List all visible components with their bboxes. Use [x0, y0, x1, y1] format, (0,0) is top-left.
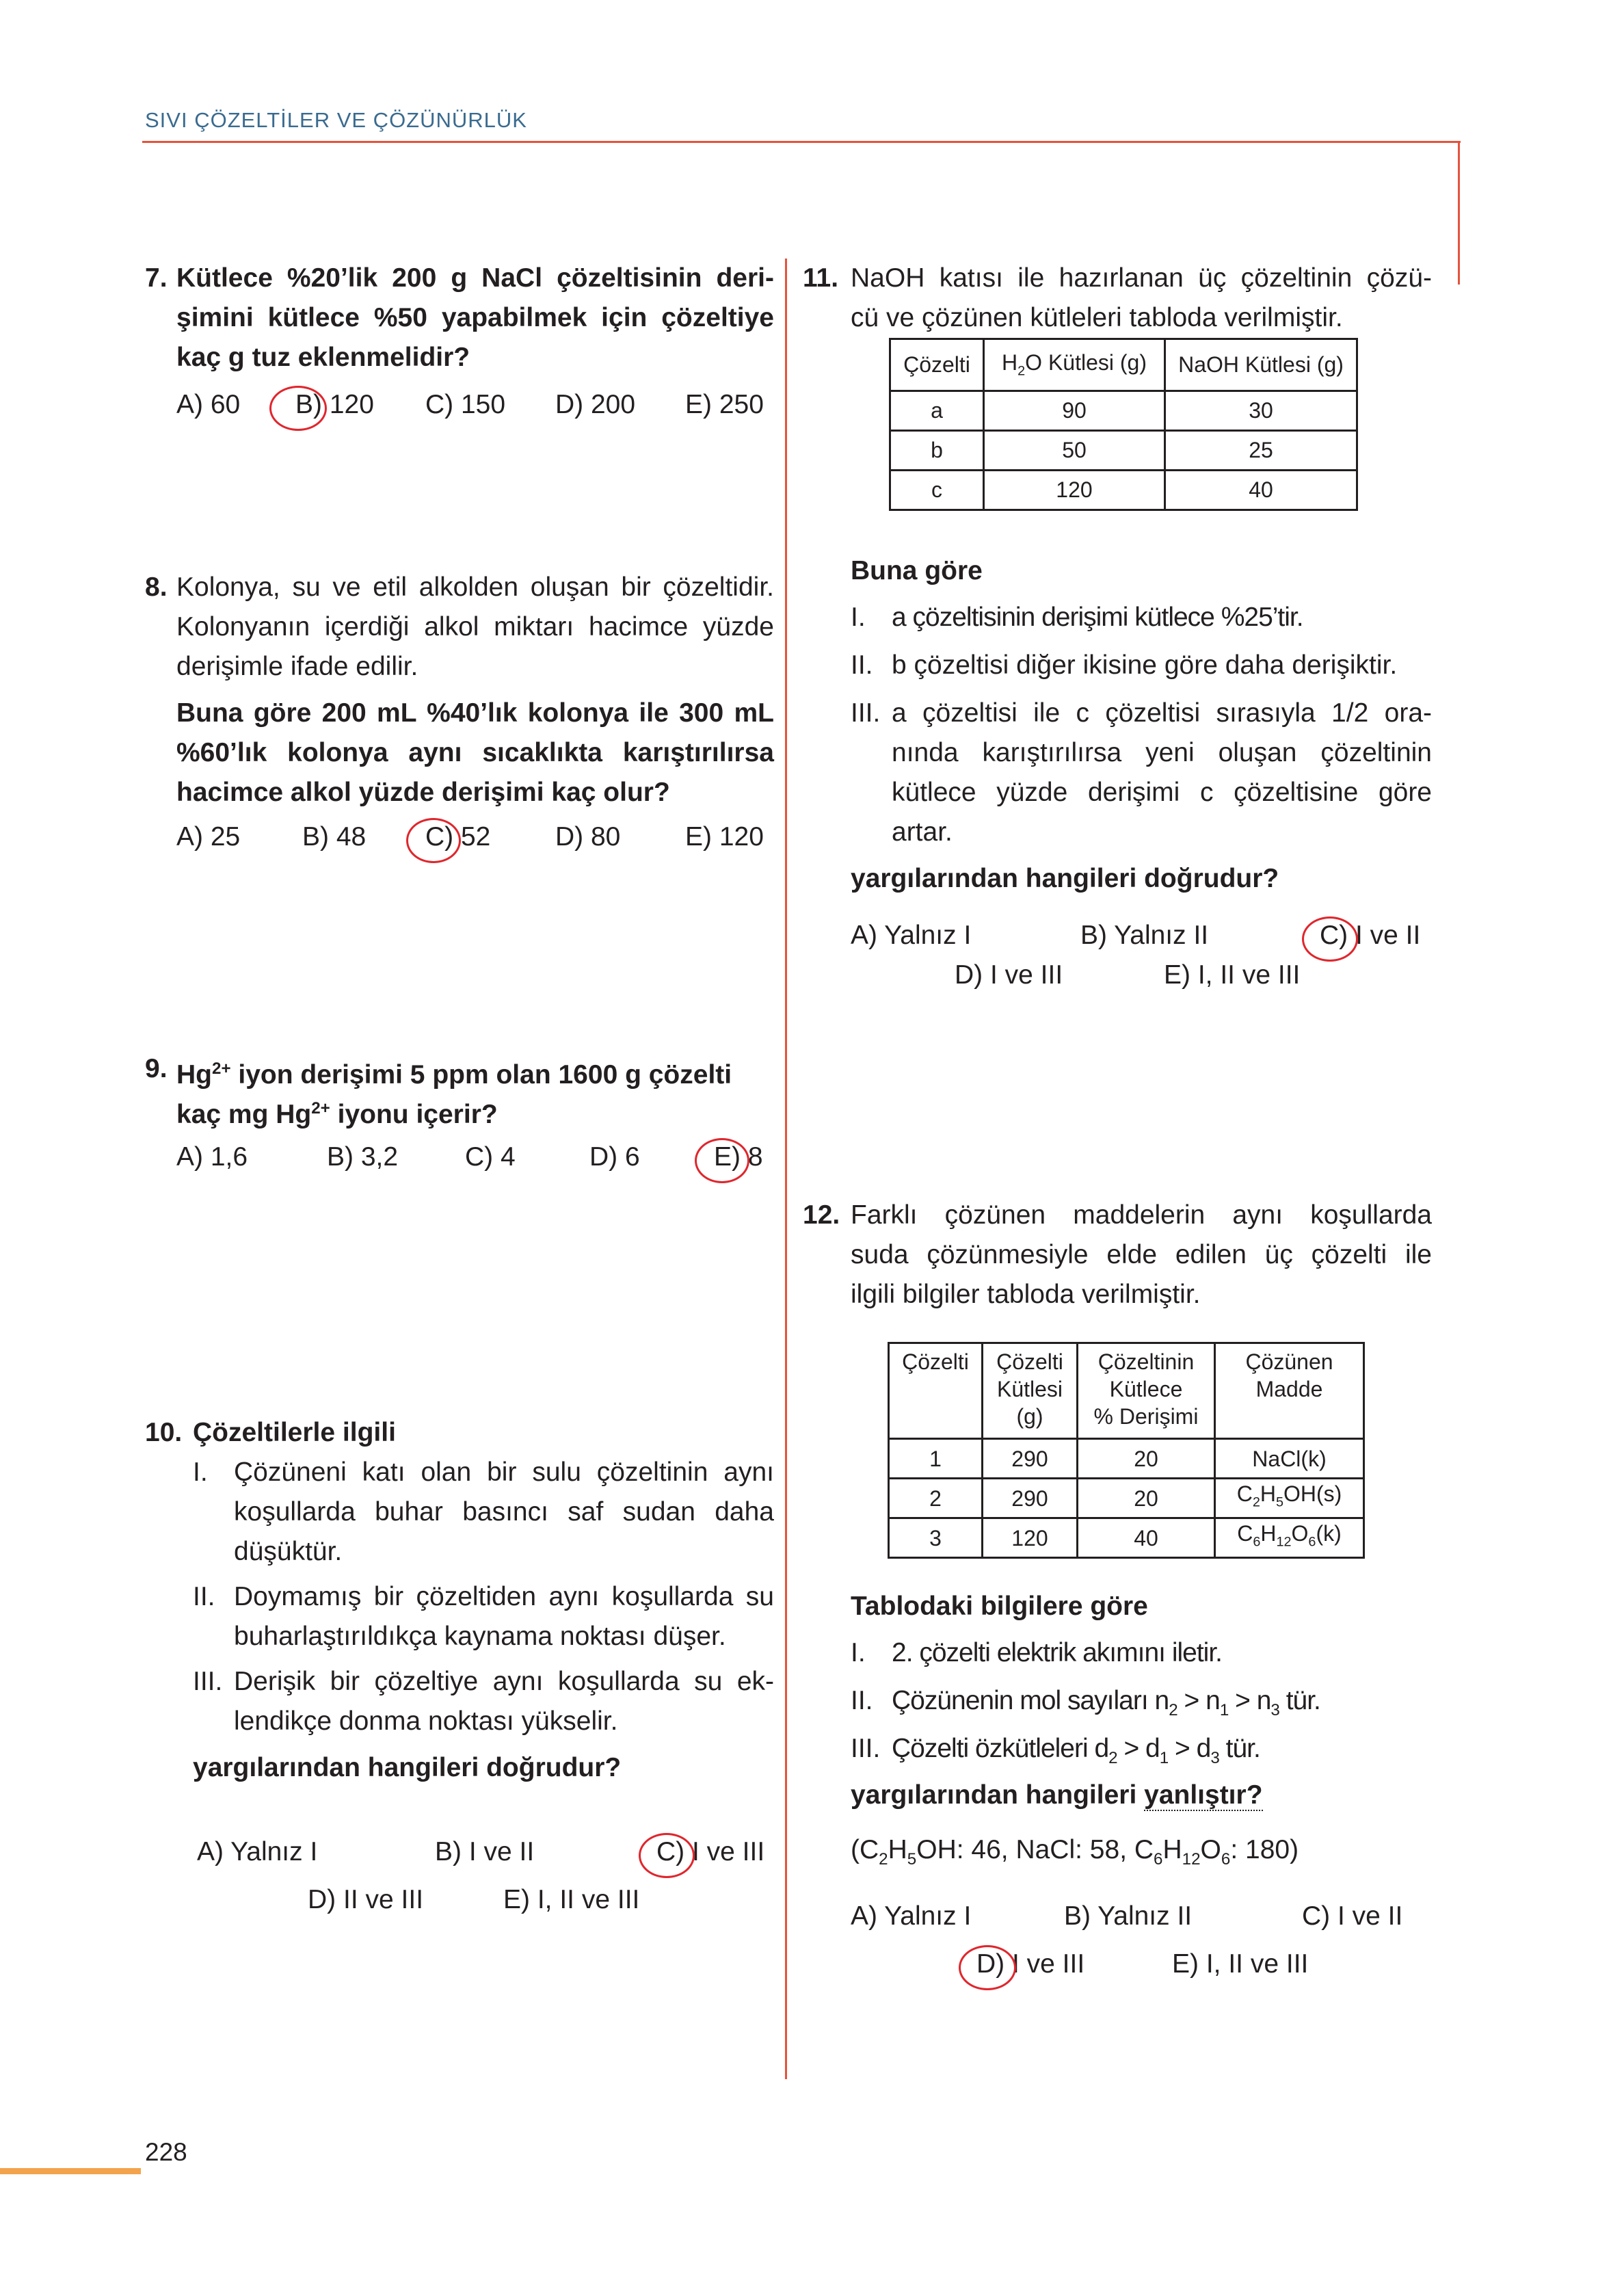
table-cell: 120	[984, 471, 1165, 510]
statements-intro: Buna göre	[851, 556, 983, 585]
option-a[interactable]: A) Yalnız I	[851, 1901, 972, 1931]
question-prompt: yargılarından hangileri doğrudur?	[851, 864, 1279, 893]
table-cell: 3	[889, 1518, 983, 1558]
table-cell: 25	[1165, 431, 1357, 471]
table-cell: b	[890, 431, 984, 471]
question-10	[145, 1413, 774, 1803]
header-corner-line	[1458, 141, 1460, 285]
answer-circle	[695, 1138, 749, 1183]
statement-text: b çözeltisi diğer ikisine göre daha derişiktir.	[892, 650, 1398, 680]
table-header: Çözelti Kütlesi (g)	[983, 1343, 1078, 1439]
option-c[interactable]: C) 150	[425, 390, 506, 419]
statement-text: nında karıştırılırsa yeni oluşan çözeltinin	[892, 738, 1432, 767]
question-prompt: %60’lık kolonya aynı sıcaklıkta karıştırılırsa	[176, 738, 774, 767]
table-cell: c	[890, 471, 984, 510]
question-text: suda çözünmesiyle elde edilen üç çözelti ile	[851, 1240, 1432, 1269]
option-e[interactable]: E) 250	[685, 390, 764, 419]
page-number-bar	[0, 2168, 141, 2174]
table-header: Çözelti	[889, 1343, 983, 1439]
table-row	[889, 1439, 1364, 1479]
question-11-statements	[851, 551, 1432, 907]
answer-circle	[406, 818, 461, 863]
question-text: $Hg^{2+}$ iyon derişimi 5 ppm olan 1600 g çözelti	[176, 1059, 732, 1090]
statements-intro: Tablodaki bilgilere göre	[851, 1592, 1148, 1621]
question-12-statements	[851, 1587, 1432, 1895]
molar-masses: ($C_2H_5OH$: 46, NaCl: 58, $C_6H_{12}O_6$: 180)	[851, 1835, 1299, 1869]
table-header: Çözeltinin Kütlece % Derişimi	[1078, 1343, 1215, 1439]
statement-text: lendikçe donma noktası yükselir.	[234, 1706, 618, 1736]
statement-text: Çözelti özkütleleri $d_2 > d_1 > d_3$ tür.	[892, 1734, 1260, 1767]
question-11	[803, 259, 1432, 341]
question-text: Kütlece %20’lik 200 g NaCl çözeltisinin deri-	[176, 263, 774, 293]
question-number: 9.	[145, 1054, 168, 1083]
statement-text: koşullarda buhar basıncı saf sudan daha	[234, 1497, 774, 1527]
statement-text: buharlaştırıldıkça kaynama noktası düşer.	[234, 1622, 726, 1651]
page-header-title: SIVI ÇÖZELTİLER VE ÇÖZÜNÜRLÜK	[145, 108, 527, 132]
item-roman: III.	[193, 1667, 223, 1696]
item-roman: II.	[851, 650, 873, 680]
option-e[interactable]: E) 120	[685, 822, 764, 852]
option-a[interactable]: A) Yalnız I	[851, 921, 972, 950]
question-prompt: yargılarından hangileri doğrudur?	[193, 1753, 622, 1782]
question-text: cü ve çözünen kütleleri tabloda verilmiştir.	[851, 303, 1343, 332]
statement-text: artar.	[892, 817, 953, 847]
question-text: ilgili bilgiler tabloda verilmiştir.	[851, 1280, 1201, 1309]
table-cell: 40	[1165, 471, 1357, 510]
table-cell: 20	[1078, 1479, 1215, 1518]
column-divider	[785, 259, 787, 2079]
table-cell: 30	[1165, 391, 1357, 431]
option-d[interactable]: D) 80	[555, 822, 621, 852]
table-row	[889, 1479, 1364, 1518]
table-cell: 90	[984, 391, 1165, 431]
table-cell: 40	[1078, 1518, 1215, 1558]
table-row	[890, 471, 1357, 510]
table-cell: 20	[1078, 1439, 1215, 1479]
question-number: 8.	[145, 572, 168, 602]
option-a[interactable]: A) 60	[176, 390, 241, 419]
table-header: Çözünen Madde	[1215, 1343, 1364, 1439]
option-c[interactable]: C) 4	[465, 1142, 516, 1172]
answer-circle	[269, 386, 327, 431]
table-cell: NaCl(k)	[1215, 1439, 1364, 1479]
question-number: 7.	[145, 263, 168, 293]
question-prompt: Buna göre 200 mL %40’lık kolonya ile 300 mL	[176, 698, 774, 728]
question-number: 12.	[803, 1200, 840, 1230]
option-b[interactable]: B) Yalnız II	[1080, 921, 1209, 950]
item-roman: III.	[851, 698, 881, 728]
item-roman: II.	[851, 1686, 873, 1715]
option-d[interactable]: D) II ve III	[308, 1885, 424, 1914]
item-roman: I.	[851, 603, 866, 632]
option-c[interactable]: C) 52	[425, 822, 491, 852]
item-roman: I.	[851, 1638, 866, 1667]
header-divider	[142, 141, 1461, 143]
option-b[interactable]: B) 120	[295, 390, 374, 419]
item-roman: I.	[193, 1457, 208, 1487]
statement-text: Doymamış bir çözeltiden aynı koşullarda su	[234, 1582, 774, 1611]
question-text: NaOH katısı ile hazırlanan üç çözeltinin çözü-	[851, 263, 1432, 293]
question-number: 10.	[145, 1418, 183, 1447]
table-cell: 2	[889, 1479, 983, 1518]
question-text: Kolonyanın içerdiği alkol miktarı hacimce yüzde	[176, 612, 774, 642]
statement-text: düşüktür.	[234, 1537, 343, 1566]
question-text: kaç g tuz eklenmelidir?	[176, 343, 470, 372]
option-a[interactable]: A) 1,6	[176, 1142, 248, 1172]
option-b[interactable]: B) 3,2	[327, 1142, 399, 1172]
option-c[interactable]: C) I ve II	[1320, 921, 1421, 950]
item-roman: II.	[193, 1582, 215, 1611]
question-prompt: yargılarından hangileri yanlıştır?	[851, 1780, 1263, 1810]
table-cell: 120	[983, 1518, 1078, 1558]
answer-circle	[959, 1945, 1016, 1990]
option-e[interactable]: E) I, II ve III	[1164, 960, 1301, 990]
table-header: $H_2O$ Kütlesi (g)	[984, 339, 1165, 391]
statement-text: a çözeltisinin derişimi kütlece %25’tir.	[892, 603, 1303, 632]
question-9	[145, 1049, 774, 1138]
option-a[interactable]: A) Yalnız I	[197, 1837, 318, 1866]
statement-text: Çözünenin mol sayıları $n_2 > n_1 > n_3$ tür.	[892, 1686, 1320, 1719]
data-table	[888, 1342, 1365, 1559]
table-cell: $C_2H_5OH(s)$	[1215, 1479, 1364, 1518]
question-text: derişimle ifade edilir.	[176, 652, 418, 681]
table-cell: 290	[983, 1479, 1078, 1518]
option-d[interactable]: D) 6	[589, 1142, 640, 1172]
table-row	[889, 1518, 1364, 1558]
page-number: 228	[145, 2138, 187, 2166]
table-cell: $C_6H_{12}O_6(k)$	[1215, 1518, 1364, 1558]
table-cell: 50	[984, 431, 1165, 471]
statement-text: 2. çözelti elektrik akımını iletir.	[892, 1638, 1223, 1667]
option-c[interactable]: C) I ve II	[1302, 1901, 1403, 1931]
table-row	[890, 391, 1357, 431]
question-number: 11.	[803, 263, 839, 293]
question-text: Kolonya, su ve etil alkolden oluşan bir çözeltidir.	[176, 572, 774, 602]
table-header: NaOH Kütlesi (g)	[1165, 339, 1357, 391]
option-e[interactable]: E) 8	[714, 1142, 763, 1172]
statement-text: Çözüneni katı olan bir sulu çözeltinin aynı	[234, 1457, 774, 1487]
question-12	[803, 1196, 1432, 1319]
item-roman: III.	[851, 1734, 881, 1763]
table-cell: a	[890, 391, 984, 431]
option-e[interactable]: E) I, II ve III	[1172, 1949, 1309, 1979]
option-d[interactable]: D) I ve III	[955, 960, 1063, 990]
data-table	[889, 338, 1358, 511]
table-cell: 1	[889, 1439, 983, 1479]
option-c[interactable]: C) I ve III	[656, 1837, 765, 1866]
question-8	[145, 568, 774, 814]
table-row	[890, 431, 1357, 471]
option-d[interactable]: D) I ve III	[976, 1949, 1085, 1979]
option-b[interactable]: B) Yalnız II	[1064, 1901, 1193, 1931]
answer-circle	[1302, 916, 1358, 962]
question-text: şimini kütlece %50 yapabilmek için çözeltiye	[176, 303, 774, 332]
statement-text: a çözeltisi ile c çözeltisi sırasıyla 1/2 ora-	[892, 698, 1432, 728]
table-header: Çözelti	[890, 339, 984, 391]
answer-circle	[639, 1833, 695, 1878]
option-a[interactable]: A) 25	[176, 822, 241, 852]
table-cell: 290	[983, 1439, 1078, 1479]
option-b[interactable]: B) 48	[302, 822, 367, 852]
question-text: Çözeltilerle ilgili	[193, 1418, 396, 1447]
option-d[interactable]: D) 200	[555, 390, 636, 419]
question-prompt: hacimce alkol yüzde derişimi kaç olur?	[176, 778, 670, 807]
statement-text: kütlece yüzde derişimi c çözeltisine göre	[892, 778, 1432, 807]
option-e[interactable]: E) I, II ve III	[503, 1885, 640, 1914]
question-text: Farklı çözünen maddelerin aynı koşullarda	[851, 1200, 1432, 1230]
option-b[interactable]: B) I ve II	[435, 1837, 535, 1866]
statement-text: Derişik bir çözeltiye aynı koşullarda su ek-	[234, 1667, 774, 1696]
question-text: kaç mg $Hg^{2+}$ iyonu içerir?	[176, 1099, 498, 1129]
